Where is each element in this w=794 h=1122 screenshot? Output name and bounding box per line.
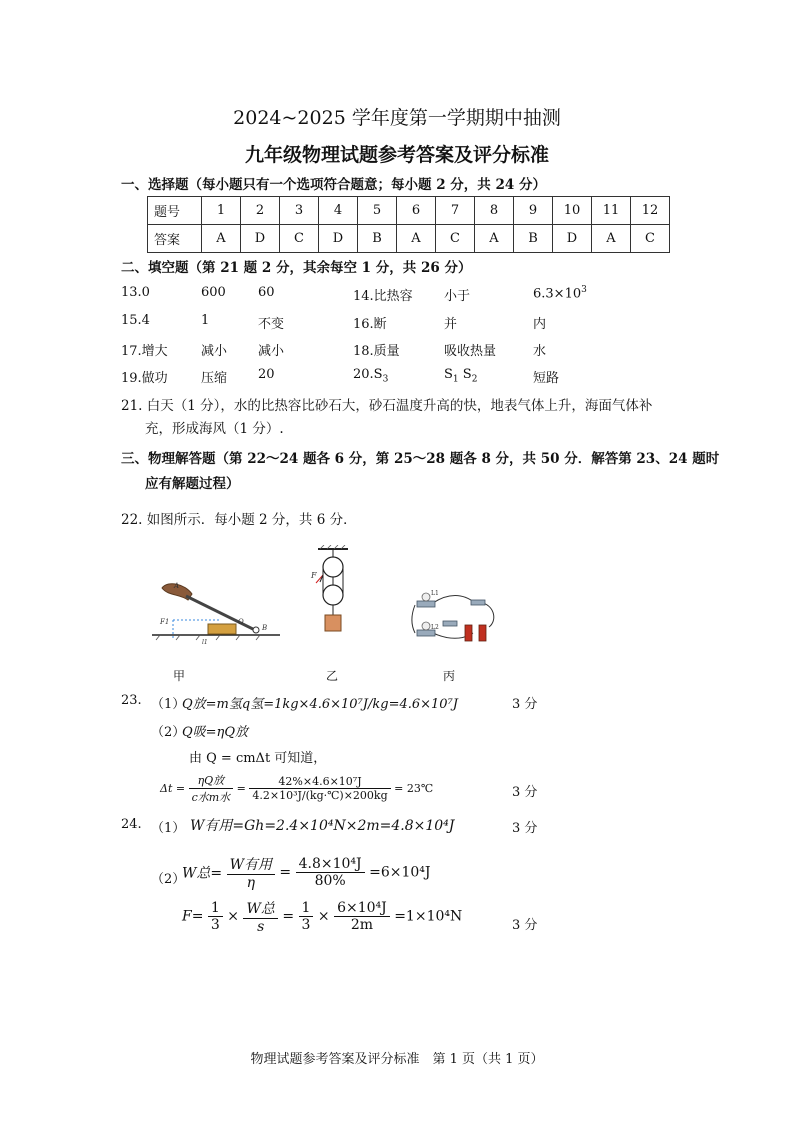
section2-heading: 二、填空题（第 21 题 2 分，其余每空 1 分，共 26 分） [121, 260, 472, 276]
table-cell: C [631, 225, 670, 253]
fill-item: 减小 [258, 344, 285, 359]
table-cell: A [397, 225, 436, 253]
table-cell: 12 [631, 197, 670, 225]
q24-part1-eq: W有用=Gh=2.4×10⁴N×2m=4.8×10⁴J [190, 818, 455, 834]
fill-item: 16.断 [353, 317, 387, 332]
wire [433, 596, 475, 604]
q24-part1-label: （1） [151, 821, 186, 836]
table-cell: D [319, 225, 358, 253]
circuit-figure [403, 585, 503, 650]
table-cell: 3 [280, 197, 319, 225]
fill-item: 减小 [201, 344, 228, 359]
q24-part3-score: 3 分 [512, 918, 538, 933]
fixed-pulley [323, 557, 343, 577]
fill-item: 短路 [533, 371, 560, 386]
fill-item: 15.4 [121, 313, 150, 328]
fill-item: 内 [533, 317, 547, 332]
q23-part1-eq: Q放=m氢q氢=1kg×4.6×10⁷J/kg=4.6×10⁷J [182, 697, 458, 712]
table-cell: D [241, 225, 280, 253]
switch-mid [443, 621, 457, 626]
label-o: O [238, 618, 244, 626]
q21-line1: 21. 白天（1 分），水的比热容比砂石大，砂石温度升高的快，地表气体上升，海面气体补 [121, 398, 653, 414]
table-cell: 10 [553, 197, 592, 225]
battery-2 [479, 625, 486, 641]
table-row [148, 197, 670, 225]
label-l1: l1 [202, 639, 208, 645]
fill-item: 不变 [258, 317, 285, 332]
table-cell: C [280, 225, 319, 253]
table-row [148, 225, 670, 253]
fill-item: 吸收热量 [444, 344, 497, 359]
fill-item: 17.增大 [121, 344, 168, 359]
fill-item: 600 [201, 285, 226, 300]
wire [412, 605, 415, 633]
q24-number: 24. [121, 817, 142, 832]
page-title: 2024~2025 学年度第一学期期中抽测 [233, 107, 561, 129]
fill-item: 60 [258, 285, 275, 300]
q23-part2-line2: 由 Q = cmΔt 可知道， [189, 751, 327, 766]
fraction: $\frac{\text{4.8×10⁴J}}{80\%}$ [296, 856, 365, 889]
q23-part1-label: （1） [151, 697, 186, 712]
table-cell: 9 [514, 197, 553, 225]
point-b [253, 627, 259, 633]
q21-line2: 充，形成海风（1 分）. [145, 421, 284, 437]
fraction: $\frac{1}{3}$ [208, 900, 223, 933]
q23-fraction-eq: Δt = $\frac{\text{ηQ放}}{\text{c水m水}}$ = $\frac{\text{42\%×4.6×10⁷J}}{\text{4.2×10³J/(kg·℃)×200kg}}$ = 23℃ [160, 774, 434, 804]
section3-heading: 三、物理解答题（第 22～24 题各 6 分，第 25～28 题各 8 分，共 50 分．解答第 23、24 题时 [121, 451, 720, 467]
switch-top [471, 600, 485, 605]
fig-label-yi: 乙 [326, 669, 339, 683]
fraction: $\frac{\text{W有用}}{\eta}$ [227, 854, 275, 891]
table-cell: 2 [241, 197, 280, 225]
table-cell: D [553, 225, 592, 253]
section1-heading: 一、选择题（每小题只有一个选项符合题意；每小题 2 分，共 24 分） [121, 177, 546, 193]
q23-number: 23. [121, 693, 142, 708]
fraction: $\frac{\text{ηQ放}}{\text{c水m水}}$ [189, 772, 234, 805]
block-fulcrum [208, 624, 236, 634]
page-subtitle: 九年级物理试题参考答案及评分标准 [244, 144, 549, 166]
table-cell: B [358, 225, 397, 253]
fill-item: 小于 [444, 289, 471, 304]
q22-text: 22. 如图所示．每小题 2 分，共 6 分． [121, 512, 357, 528]
table-cell: 5 [358, 197, 397, 225]
fraction: $\frac{\text{6×10⁴J}}{2m}$ [334, 900, 390, 933]
fill-item: 18.质量 [353, 344, 400, 359]
fill-item: $S_1$ $S_2$ [444, 367, 478, 385]
q23-part2-score: 3 分 [512, 785, 538, 800]
fill-item: 20 [258, 367, 275, 382]
table-cell: 11 [592, 197, 631, 225]
fill-item: $20.S_3$ [353, 367, 389, 385]
label-l1-lamp: L1 [431, 590, 439, 597]
fill-item: $6.3\times 10^3$ [533, 285, 587, 302]
fill-item: 14.比热容 [353, 289, 413, 304]
movable-pulley [323, 585, 343, 605]
fraction: $\frac{\text{42\%×4.6×10⁷J}}{\text{4.2×10³J/(kg·℃)×200kg}}$ [249, 775, 390, 802]
table-cell: A [475, 225, 514, 253]
fig-label-bing: 丙 [443, 669, 456, 683]
answer-table [147, 196, 670, 253]
table-cell: 6 [397, 197, 436, 225]
page-footer: 物理试题参考答案及评分标准 第 1 页（共 1 页） [250, 1052, 544, 1067]
pulley-figure [300, 545, 360, 645]
q24-part3-eq: F= $\frac{1}{3}$ × $\frac{\text{W总}}{s}$ = $\frac{1}{3}$ × $\frac{\text{6×10⁴J}}{2m}$ =1×10⁴N [182, 900, 463, 935]
table-cell: C [436, 225, 475, 253]
fig-label-jia: 甲 [173, 669, 186, 683]
q23-part2-label: （2） [151, 725, 186, 740]
label-b: B [262, 624, 268, 632]
table-cell: 7 [436, 197, 475, 225]
fraction: $\frac{1}{3}$ [299, 900, 314, 933]
table-cell: A [202, 225, 241, 253]
fill-item: 1 [201, 313, 210, 328]
section3-heading-cont: 应有解题过程） [145, 476, 240, 492]
battery-1 [465, 625, 472, 641]
table-header-cell: 题号 [148, 197, 202, 225]
table-cell: A [592, 225, 631, 253]
table-cell: 1 [202, 197, 241, 225]
q24-part1-score: 3 分 [512, 821, 538, 836]
lamp-l2 [422, 622, 430, 630]
fill-item: 水 [533, 344, 547, 359]
fill-item: 压缩 [201, 371, 228, 386]
label-f: F [311, 571, 317, 580]
q23-part1-score: 3 分 [512, 697, 538, 712]
fill-item: 并 [444, 317, 458, 332]
label-a: A [174, 582, 180, 590]
q24-part2-eq: W总= $\frac{\text{W有用}}{\eta}$ = $\frac{\text{4.8×10⁴J}}{80\%}$ =6×10⁴J [182, 856, 431, 891]
table-cell: 8 [475, 197, 514, 225]
lever-figure [150, 580, 285, 645]
weight-block [325, 615, 341, 631]
table-cell: 4 [319, 197, 358, 225]
fill-item: 13.0 [121, 285, 150, 300]
label-f1: F1 [160, 618, 170, 626]
q23-part2-eq: Q吸=ηQ放 [182, 725, 248, 740]
wire [483, 603, 494, 627]
lamp-l1 [422, 593, 430, 601]
q24-part2-label: （2） [151, 872, 186, 887]
fill-item: 19.做功 [121, 371, 168, 386]
label-l2-lamp: L2 [431, 624, 439, 631]
table-header-cell: 答案 [148, 225, 202, 253]
fraction: $\frac{\text{W总}}{s}$ [243, 898, 277, 935]
lamp-l1-base [417, 601, 435, 607]
table-cell: B [514, 225, 553, 253]
